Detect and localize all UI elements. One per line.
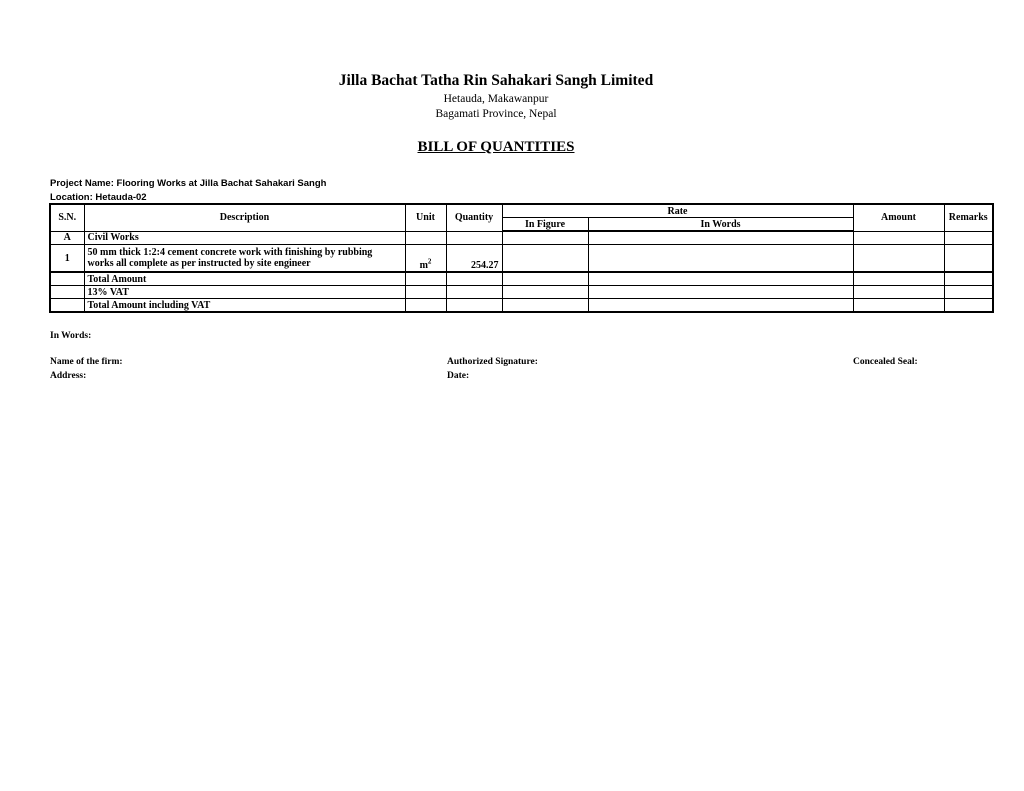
item-description-line-1: 50 mm thick 1:2:4 cement concrete work with finishing by rubbing [87,247,373,258]
seal-label: Concealed Seal: [853,357,918,367]
boq-table [49,203,994,313]
item-remarks [944,245,993,273]
item-unit-base: m [419,260,428,271]
project-name: Project Name: Flooring Works at Jilla Bachat Sahakari Sangh [50,178,327,189]
header-amount: Amount [853,204,944,231]
table-row [50,245,993,273]
organization-name: Jilla Bachat Tatha Rin Sahakari Sangh Limited [338,72,654,89]
table-header-row [50,204,993,218]
header-sn: S.N. [50,204,84,231]
address-line-1: Hetauda, Makawanpur [443,93,549,105]
date-label: Date: [447,371,470,381]
project-location: Location: Hetauda-02 [50,192,147,203]
total-amount-label: Total Amount [84,272,405,286]
address-label: Address: [50,371,87,381]
total-amount-row [50,272,993,286]
item-unit-exponent: 2 [427,257,432,266]
section-description: Civil Works [84,231,405,245]
signature-label: Authorized Signature: [447,357,538,367]
item-quantity: 254.27 [446,245,502,273]
header-quantity: Quantity [446,204,502,231]
section-row [50,231,993,245]
vat-row [50,286,993,299]
header-rate-in-figure: In Figure [502,218,588,232]
total-with-vat-row [50,299,993,313]
header-remarks: Remarks [944,204,993,231]
item-rate-words [588,245,853,273]
section-sn: A [50,231,84,245]
address-line-2: Bagamati Province, Nepal [435,108,557,120]
total-with-vat-label: Total Amount including VAT [84,299,405,313]
header-description: Description [84,204,405,231]
item-unit [405,245,446,273]
header-rate: Rate [502,204,853,218]
vat-label: 13% VAT [84,286,405,299]
header-unit: Unit [405,204,446,231]
item-description [84,245,405,273]
item-amount [853,245,944,273]
item-description-line-2: works all complete as per instructed by site engineer [87,258,311,269]
header-rate-in-words: In Words [588,218,853,232]
item-sn: 1 [50,245,84,273]
item-rate-figure [502,245,588,273]
in-words-label: In Words: [50,331,92,341]
firm-name-label: Name of the firm: [50,357,123,367]
document-title: BILL OF QUANTITIES [417,139,575,155]
